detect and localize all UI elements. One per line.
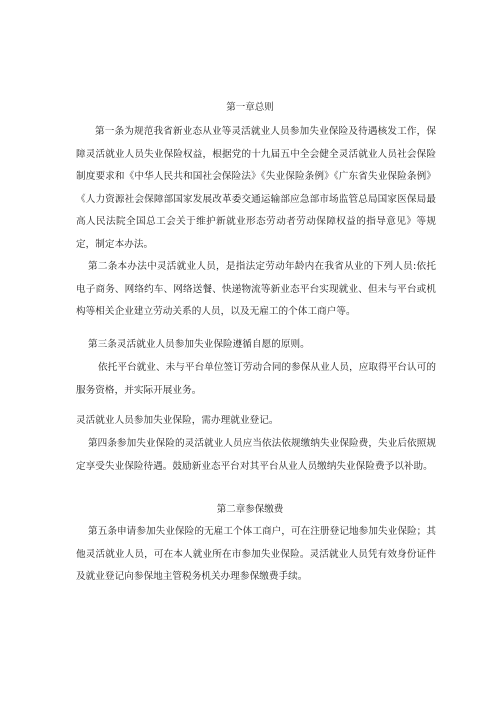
- article-1-paragraph: 第一条为规范我省新业态从业等灵活就业人员参加失业保险及待遇核发工作，保障灵活就业人员失业保险权益，根据党的十九届五中全会健全灵活就业人员社会保险制度要求和《中华人民共和国社会保险法》《失业保险条例》《广东省失业保险条例》《人力资源社会保障部国家发展改革委交通运输部应急部市场监管总局国家医保局最高人民法院全国总工会关于维护新就业形态劳动者劳动保障权益的指导意见》等规定，制定本办法。: [76, 126, 436, 250]
- chapter-1-title: 第一章总则: [226, 102, 274, 113]
- article-5-paragraph: 第五条申请参加失业保险的无雇工个体工商户，可在注册登记地参加失业保险；其他灵活就业人员，可在本人就业所在市参加失业保险。灵活就业人员凭有效身份证件及就业登记向参保地主管税务机关办理参保缴费手续。: [76, 526, 436, 582]
- article-2-paragraph: 第二条本办法中灵活就业人员，是指法定劳动年龄内在我省从业的下列人员:依托电子商务、网络约车、网络送餐、快递物流等新业态平台实现就业、但未与平台或机构等相关企业建立劳动关系的人员，以及无雇工的个体工商户等。: [76, 261, 436, 317]
- article-3-platform-paragraph: 依托平台就业、未与平台单位签订劳动合同的参保从业人员，应取得平台认可的服务资格，并实际开展业务。: [76, 362, 436, 396]
- chapter-2-title: 第二章参保缴费: [216, 504, 284, 515]
- article-4-paragraph: 第四条参加失业保险的灵活就业人员应当依法依规缴纳失业保险费，失业后依照规定享受失业保险待遇。鼓励新业态平台对其平台从业人员缴纳失业保险费予以补助。: [76, 438, 436, 472]
- article-3-registration-paragraph: 灵活就业人员参加失业保险，需办理就业登记。: [76, 415, 279, 426]
- article-3-paragraph: 第三条灵活就业人员参加失业保险遵循自愿的原则。: [88, 339, 310, 350]
